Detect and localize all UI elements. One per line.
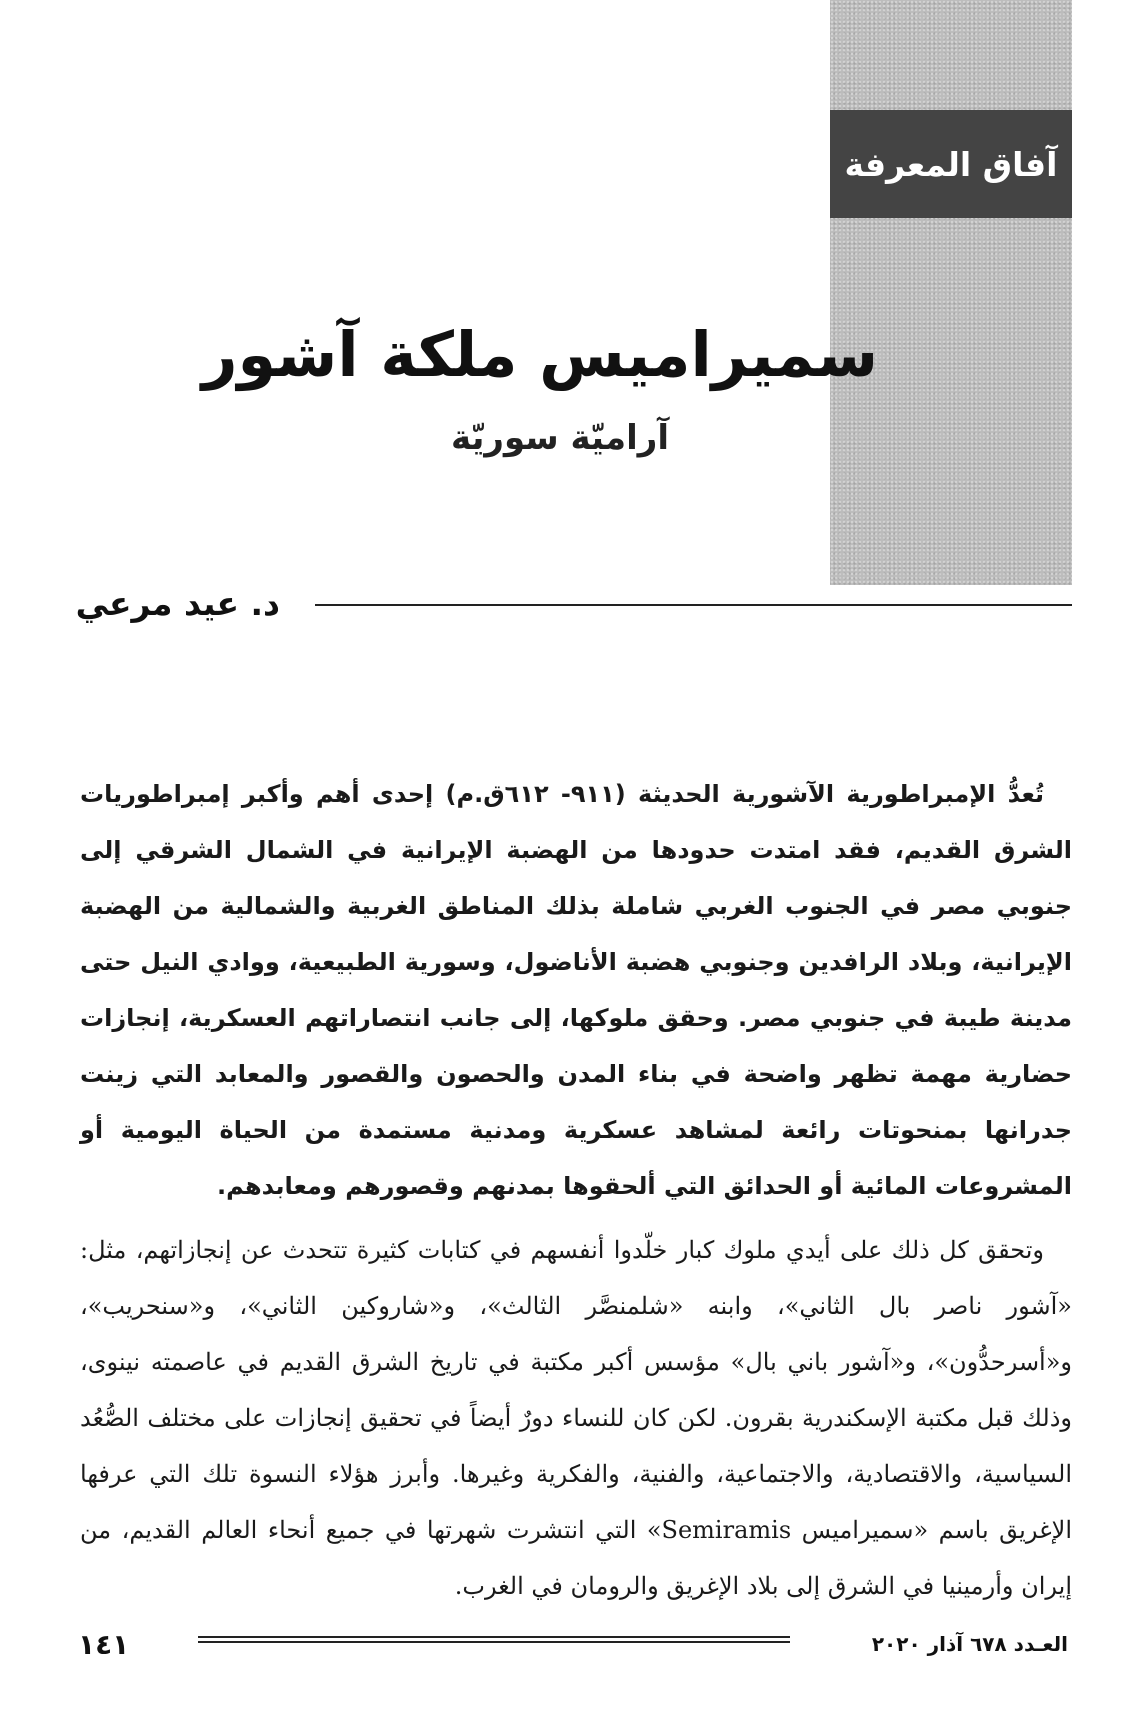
author-name: د. عيد مرعي <box>75 584 280 623</box>
page-number: ١٤١ <box>78 1628 130 1661</box>
author-divider <box>315 604 1072 606</box>
body-paragraph-2: وتحقق كل ذلك على أيدي ملوك كبار خلّدوا أنفسهم في كتابات كثيرة تتحدث عن إنجازاتهم، مثل: «آشور ناصر بال الثاني»، وابنه «شلمنصَّر الثالث»، و«شاروكين الثاني»، و«سنحريب»، و«أسرحدُّون»، و«آشور باني بال» مؤسس أكبر مكتبة في تاريخ الشرق القديم في عاصمته نينوى، وذلك قبل مكتبة الإسكندرية بقرون. لكن كان للنساء دورٌ أيضاً في تحقيق إنجازات على مختلف الصُّعُد السياسية، والاقتصادية، والاجتماعية، والفنية، والفكرية وغيرها. وأبرز هؤلاء النسوة تلك التي عرفها الإغريق باسم «سميراميس Semiramis» التي انتشرت شهرتها في جميع أنحاء العالم القديم، من إيران وأرمينيا في الشرق إلى بلاد الإغريق والرومان في الغرب. <box>80 1236 1073 1600</box>
article-title: سميراميس ملكة آشور <box>201 318 879 391</box>
section-label-box <box>830 110 1072 218</box>
decorative-gray-band <box>830 0 1072 585</box>
issue-info: العـدد ٦٧٨ آذار ٢٠٢٠ <box>871 1632 1068 1656</box>
article-subtitle: آراميّة سوريّة <box>451 418 669 458</box>
article-body <box>80 766 1072 1614</box>
footer-divider <box>198 1636 790 1643</box>
body-paragraph-1: تُعدُّ الإمبراطورية الآشورية الحديثة (٩١١- ٦١٢ق.م) إحدى أهم وأكبر إمبراطوريات الشرق القديم، فقد امتدت حدودها من الهضبة الإيرانية في الشمال الشرقي إلى جنوبي مصر في الجنوب الغربي شاملة بذلك المناطق الغربية والشمالية من الهضبة الإيرانية، وبلاد الرافدين وجنوبي هضبة الأناضول، وسورية الطبيعية، ووادي النيل حتى مدينة طيبة في جنوبي مصر. وحقق ملوكها، إلى جانب انتصاراتهم العسكرية، إنجازات حضارية مهمة تظهر واضحة في بناء المدن والحصون والقصور والمعابد التي زينت جدرانها بمنحوتات رائعة لمشاهد عسكرية ومدنية مستمدة من الحياة اليومية أو المشروعات المائية أو الحدائق التي ألحقوها بمدنهم وقصورهم ومعابدهم. <box>80 780 1072 1200</box>
section-label: آفاق المعرفة <box>844 144 1058 184</box>
